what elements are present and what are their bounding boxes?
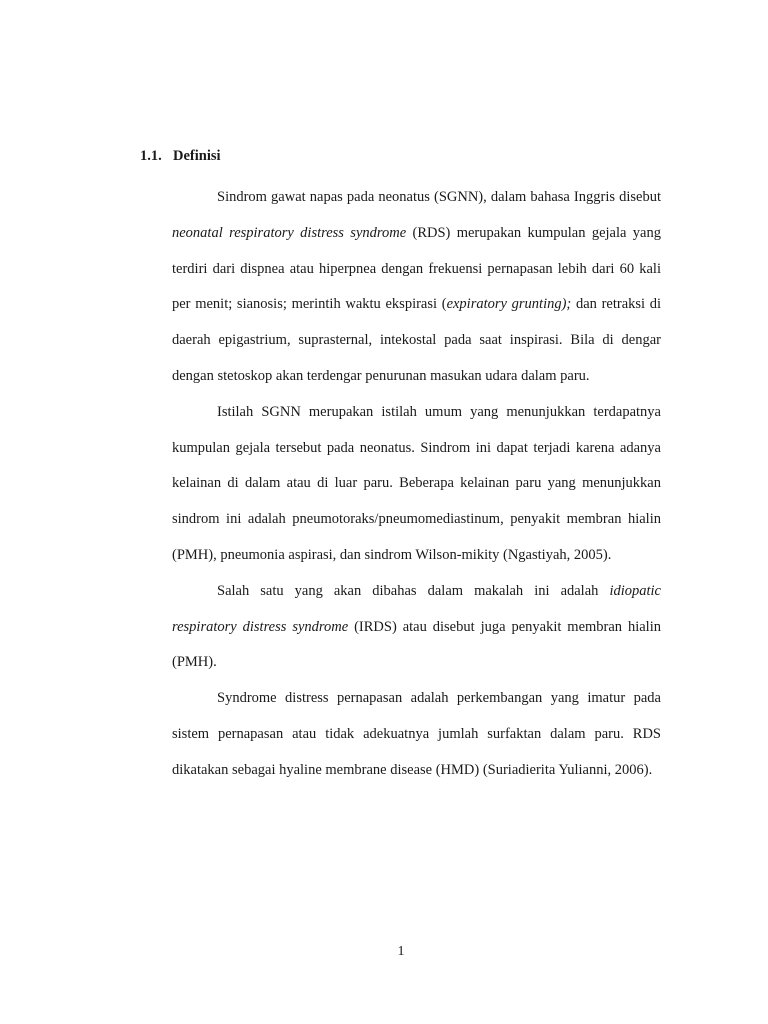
- paragraph: [172, 574, 661, 681]
- body-text: [172, 180, 661, 789]
- paragraph: [172, 681, 661, 788]
- italic-term: expiratory grunting);: [446, 296, 572, 313]
- text-run: Sindrom gawat napas pada neonatus (SGNN), dalam bahasa Inggris disebut: [217, 189, 661, 205]
- section-heading: [140, 145, 221, 167]
- italic-term: neonatal respiratory distress syndrome: [172, 224, 407, 241]
- text-run: Salah satu yang akan dibahas dalam makalah ini adalah: [217, 582, 610, 599]
- italic-term: idiopatic respiratory distress syndrome: [172, 582, 661, 635]
- text-run: Syndrome distress pernapasan adalah perkembangan yang imatur pada sistem pernapasan atau tidak adekuatnya jumlah surfaktan dalam paru. RDS dikatakan sebagai hyaline membrane disease (HMD) (Suriadierita Yulianni, 2006).: [172, 690, 661, 778]
- paragraph: [172, 395, 661, 574]
- section-title: Definisi: [173, 148, 221, 164]
- text-run: (IRDS) atau disebut juga penyakit membran hialin (PMH).: [172, 618, 661, 671]
- paragraph: [172, 180, 661, 395]
- text-run: dan retraksi di daerah epigastrium, suprasternal, intekostal pada saat inspirasi. Bila di dengar dengan stetoskop akan terdengar penurunan masukan udara dalam paru.: [172, 296, 662, 384]
- text-run: Istilah SGNN merupakan istilah umum yang menunjukkan terdapatnya kumpulan gejala tersebut pada neonatus. Sindrom ini dapat terjadi karena adanya kelainan di dalam atau di luar paru. Beberapa kelainan paru yang menunjukkan sindrom ini adalah pneumotoraks/pneumomediastinum, penyakit membran hialin (PMH), pneumonia aspirasi, dan sindrom Wilson-mikity (Ngastiyah, 2005).: [172, 403, 661, 563]
- section-number: 1.1.: [140, 148, 162, 164]
- page-number: 1: [397, 944, 405, 959]
- text-run: (RDS) merupakan kumpulan gejala yang terdiri dari dispnea atau hiperpnea dengan frekuensi pernapasan lebih dari 60 kali per menit; sianosis; merintih waktu ekspirasi (: [172, 224, 661, 313]
